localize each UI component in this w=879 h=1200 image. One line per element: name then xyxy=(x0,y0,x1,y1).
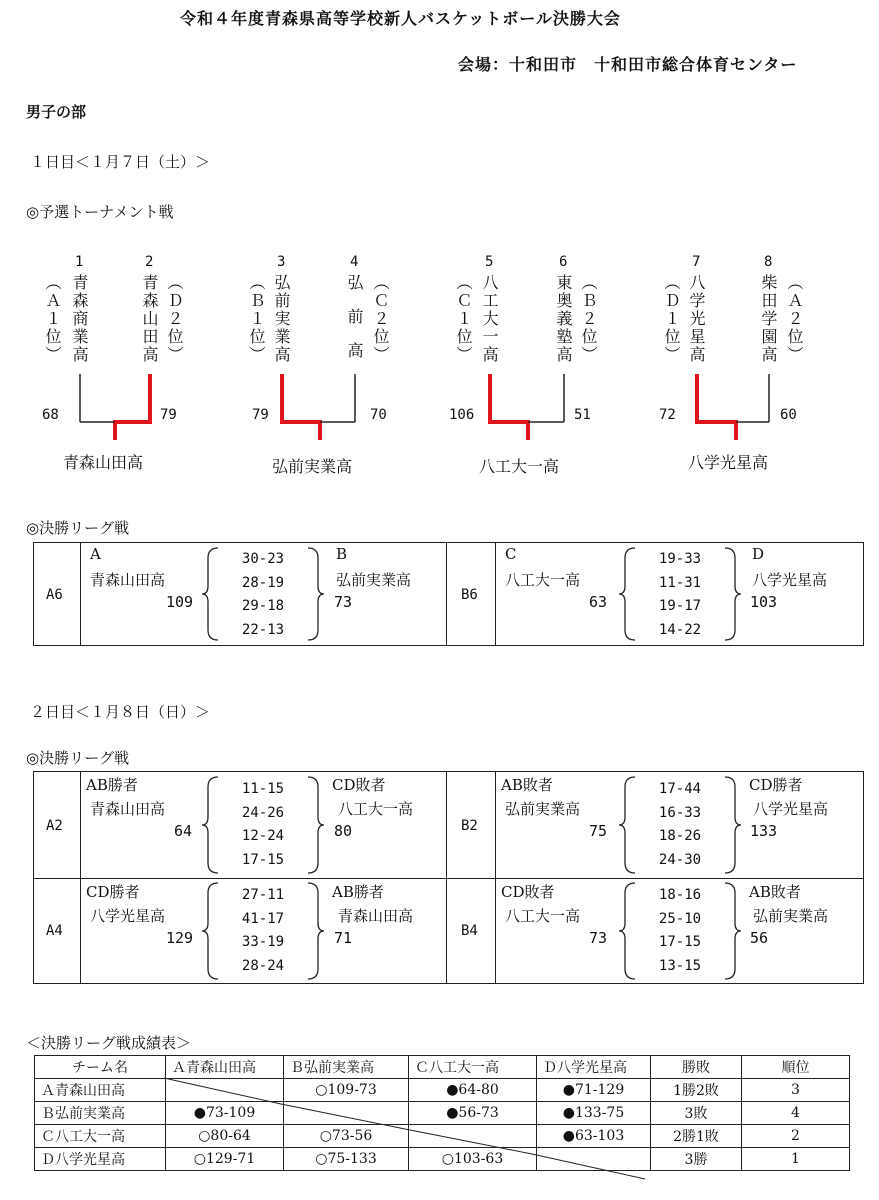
right-total: 80 xyxy=(334,822,353,840)
column-header: 順位 xyxy=(742,1056,850,1079)
seed-label: （Ｄ２位） xyxy=(165,274,184,364)
right-tag: CD勝者 xyxy=(749,776,803,794)
period-scores: 11-15 24-26 12-24 17-15 xyxy=(241,781,285,868)
team-number: 8 xyxy=(764,254,773,270)
team-name: 青森商業高 xyxy=(70,274,89,364)
column-header: Ｂ弘前実業高 xyxy=(284,1056,409,1079)
team-number: 3 xyxy=(277,254,286,270)
seed-label: （Ｂ２位） xyxy=(579,274,598,364)
right-total: 73 xyxy=(334,593,353,611)
team-cell: Ｂ弘前実業高 xyxy=(35,1102,166,1125)
bracket-winner: 八学光星高 xyxy=(688,453,769,472)
period-scores: 17-44 16-33 18-26 24-30 xyxy=(658,781,702,868)
right-tag: CD敗者 xyxy=(332,776,386,794)
column-header: チーム名 xyxy=(35,1056,166,1079)
table-header-row xyxy=(35,1056,850,1079)
column-header: Ａ青森山田高 xyxy=(166,1056,284,1079)
right-total: 133 xyxy=(750,822,778,840)
team-name: 柴田学園高 xyxy=(759,274,778,364)
team-number: 2 xyxy=(145,254,154,270)
team-number: 5 xyxy=(485,254,494,270)
venue: 会場：十和田市 十和田市総合体育センター xyxy=(458,55,798,74)
team-number: 4 xyxy=(350,254,359,270)
right-tag: AB勝者 xyxy=(332,883,384,901)
left-team: 青森山田高 xyxy=(90,571,166,589)
seed-label: （Ａ２位） xyxy=(785,274,804,364)
team-name: 青森山田高 xyxy=(140,274,159,364)
game-label: B2 xyxy=(461,818,478,834)
game-label: B4 xyxy=(461,923,478,939)
score-right: 79 xyxy=(160,407,177,423)
team-number: 7 xyxy=(692,254,701,270)
seed-label: （Ａ１位） xyxy=(43,274,62,364)
team-number: 6 xyxy=(559,254,568,270)
score-left: 79 xyxy=(252,407,269,423)
left-tag: A xyxy=(90,545,101,563)
left-total: 75 xyxy=(589,822,608,840)
seed-label: （Ｄ１位） xyxy=(662,274,681,364)
column-header: 勝敗 xyxy=(651,1056,742,1079)
results-title: ＜決勝リーグ戦成績表＞ xyxy=(26,1034,192,1052)
bracket-winner: 青森山田高 xyxy=(63,453,144,472)
team-cell: Ｃ八工大一高 xyxy=(35,1125,166,1148)
division-heading: 男子の部 xyxy=(26,103,87,121)
team-name: 八学光星高 xyxy=(687,274,706,364)
left-team: 青森山田高 xyxy=(90,800,166,818)
score-right: 51 xyxy=(574,407,591,423)
team-name: 東奥義塾高 xyxy=(554,274,573,364)
league-title-day2: ◎決勝リーグ戦 xyxy=(26,749,130,767)
left-team: 八工大一高 xyxy=(505,907,581,925)
document-title: 令和４年度青森県高等学校新人バスケットボール決勝大会 xyxy=(180,9,621,28)
league-title-day1: ◎決勝リーグ戦 xyxy=(26,519,130,537)
column-header: Ｄ八学光星高 xyxy=(537,1056,651,1079)
seed-label: （Ｃ２位） xyxy=(371,274,390,364)
prelim-title: ◎予選トーナメント戦 xyxy=(26,203,174,221)
left-team: 八学光星高 xyxy=(90,907,166,925)
score-right: 60 xyxy=(780,407,797,423)
right-team: 青森山田高 xyxy=(338,907,414,925)
game-label: A4 xyxy=(46,923,63,939)
bracket-winner: 八工大一高 xyxy=(479,457,560,476)
day1-date: １日目＜１月７日（土）＞ xyxy=(30,153,211,171)
right-tag: D xyxy=(752,545,765,563)
team-name: 弘前実業高 xyxy=(272,274,291,364)
period-scores: 19-33 11-31 19-17 14-22 xyxy=(658,551,702,638)
left-total: 63 xyxy=(589,593,608,611)
left-tag: AB敗者 xyxy=(501,776,553,794)
period-scores: 18-16 25-10 17-15 13-15 xyxy=(658,887,702,974)
team-cell: Ａ青森山田高 xyxy=(35,1079,166,1102)
table-row: Ｃ八工大一高 ○80-64 ○73-56 ●63-103 2勝1敗 2 xyxy=(35,1125,850,1148)
seed-label: （Ｂ１位） xyxy=(247,274,266,364)
table-row: Ｄ八学光星高 ○129-71 ○75-133 ○103-63 3勝 1 xyxy=(35,1148,850,1171)
right-team: 八学光星高 xyxy=(753,800,829,818)
right-tag: B xyxy=(336,545,348,563)
team-name: 八工大一高 xyxy=(480,274,499,364)
left-tag: C xyxy=(505,545,517,563)
left-total: 129 xyxy=(166,929,194,947)
results-table xyxy=(34,1055,850,1171)
day2-date: ２日目＜１月８日（日）＞ xyxy=(30,703,211,721)
column-header: Ｃ八工大一高 xyxy=(409,1056,537,1079)
right-total: 56 xyxy=(750,929,769,947)
score-left: 106 xyxy=(449,407,475,423)
right-team: 八工大一高 xyxy=(338,800,414,818)
table-row: Ｂ弘前実業高 ●73-109 ●56-73 ●133-75 3敗 4 xyxy=(35,1102,850,1125)
left-team: 八工大一高 xyxy=(505,571,581,589)
game-label: A6 xyxy=(46,587,63,603)
period-scores: 30-23 28-19 29-18 22-13 xyxy=(241,551,285,638)
table-row: Ａ青森山田高 ○109-73 ●64-80 ●71-129 1勝2敗 3 xyxy=(35,1079,850,1102)
left-tag: CD勝者 xyxy=(86,883,140,901)
team-cell: Ｄ八学光星高 xyxy=(35,1148,166,1171)
score-left: 72 xyxy=(659,407,676,423)
game-label: A2 xyxy=(46,818,63,834)
team-number: 1 xyxy=(75,254,84,270)
left-total: 109 xyxy=(166,593,194,611)
right-total: 103 xyxy=(750,593,778,611)
score-right: 70 xyxy=(370,407,387,423)
left-team: 弘前実業高 xyxy=(505,800,581,818)
right-team: 八学光星高 xyxy=(752,571,828,589)
left-tag: AB勝者 xyxy=(86,776,138,794)
right-team: 弘前実業高 xyxy=(336,571,412,589)
team-name: 弘前高 xyxy=(345,274,364,376)
right-tag: AB敗者 xyxy=(749,883,801,901)
period-scores: 27-11 41-17 33-19 28-24 xyxy=(241,887,285,974)
right-team: 弘前実業高 xyxy=(753,907,829,925)
left-total: 73 xyxy=(589,929,608,947)
seed-label: （Ｃ１位） xyxy=(454,274,473,364)
right-total: 71 xyxy=(334,929,353,947)
left-total: 64 xyxy=(174,822,193,840)
game-label: B6 xyxy=(461,587,478,603)
bracket-winner: 弘前実業高 xyxy=(272,457,353,476)
left-tag: CD敗者 xyxy=(501,883,555,901)
score-left: 68 xyxy=(42,407,59,423)
